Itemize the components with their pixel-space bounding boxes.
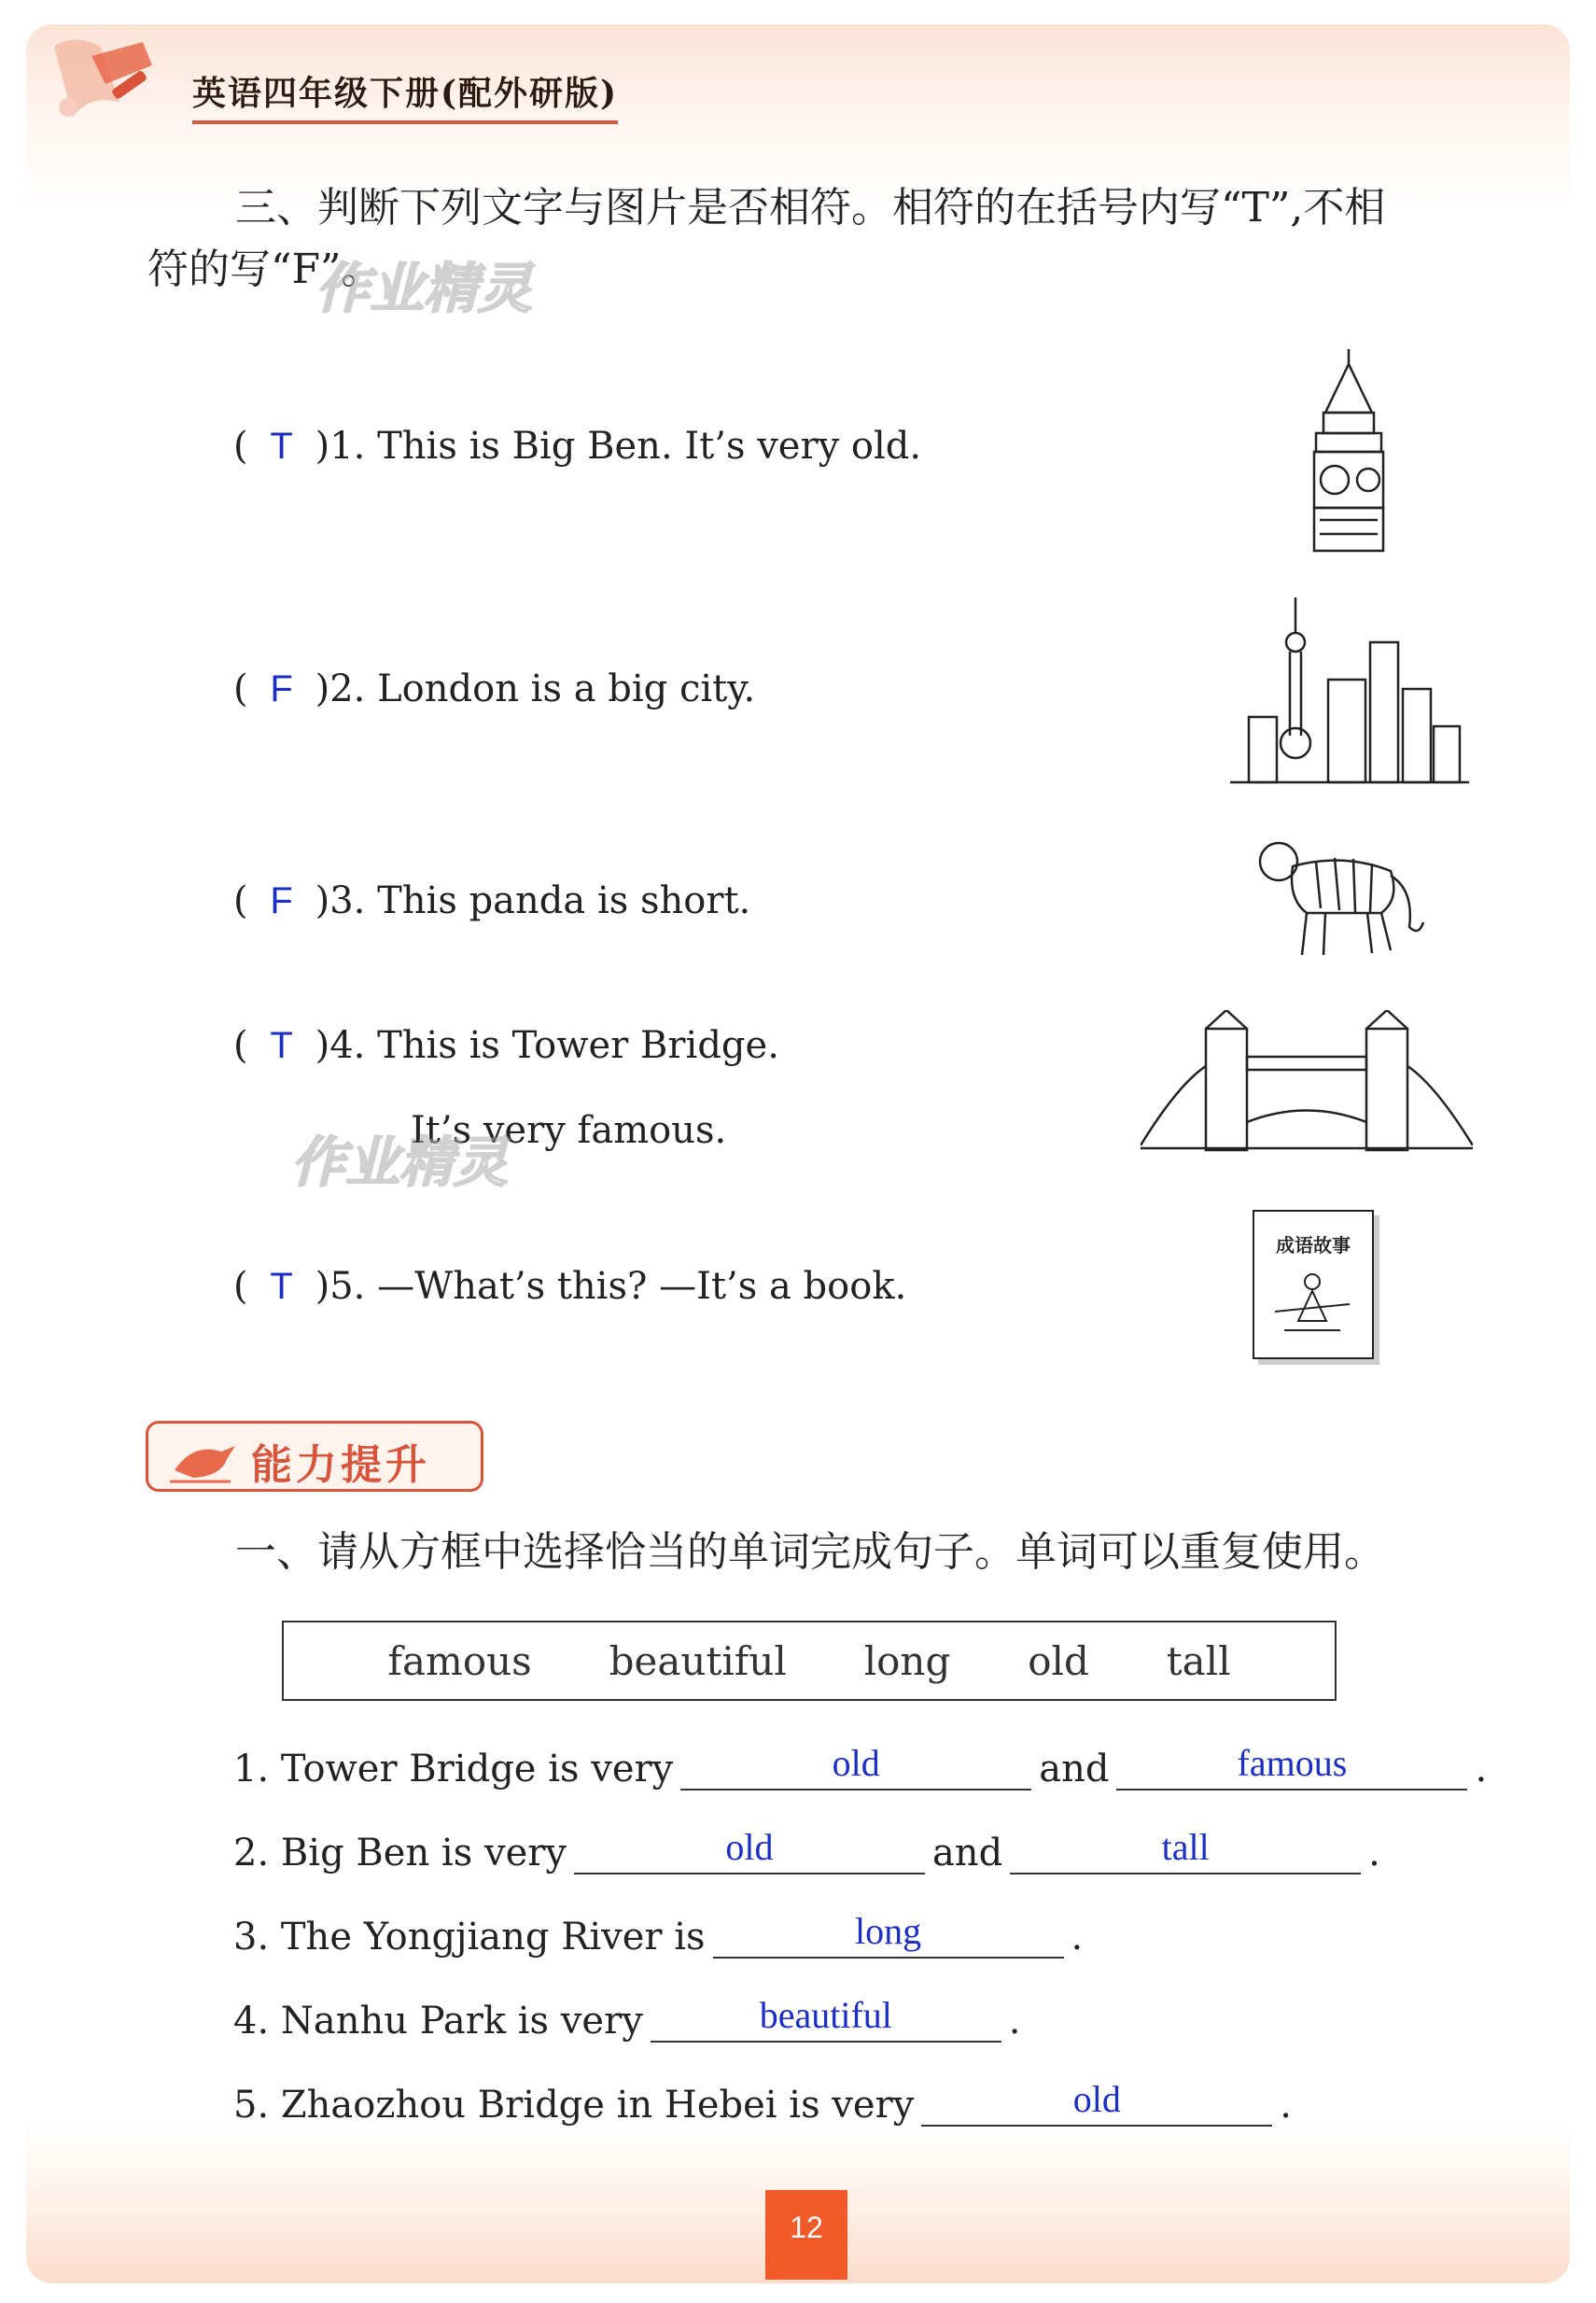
watermark: 作业精灵 xyxy=(315,257,533,320)
blank-2a[interactable] xyxy=(574,1820,925,1875)
word-option: famous xyxy=(387,1637,532,1684)
question-2-text: )2. London is a big city. xyxy=(315,667,756,710)
sentence-5 xyxy=(233,2072,1292,2127)
blank-2a-answer: old xyxy=(725,1826,774,1868)
answer-5: T xyxy=(270,1266,293,1307)
blank-4[interactable] xyxy=(651,1988,1001,2043)
question-4-line2: It’s very famous. xyxy=(411,1109,727,1152)
answer-4: T xyxy=(270,1025,293,1066)
city-skyline-icon xyxy=(1230,596,1469,787)
book-cover-title: 成语故事 xyxy=(1276,1234,1351,1257)
open-paren: ( xyxy=(233,667,248,710)
sentence-3-end: . xyxy=(1071,1916,1084,1959)
book-illustration-icon xyxy=(1266,1265,1359,1340)
blank-2b[interactable] xyxy=(1010,1820,1361,1875)
blank-1a-answer: old xyxy=(832,1742,880,1784)
question-4-text: )4. This is Tower Bridge. xyxy=(315,1024,779,1067)
bird-icon xyxy=(165,1433,240,1485)
question-1 xyxy=(233,425,921,468)
open-paren: ( xyxy=(233,1024,248,1067)
blank-4-answer: beautiful xyxy=(759,1994,892,2036)
sentence-2-mid: and xyxy=(931,1832,1003,1875)
page-number: 12 xyxy=(765,2190,847,2280)
question-5-text: )5. —What’s this? —It’s a book. xyxy=(315,1265,907,1308)
answer-3: F xyxy=(270,880,293,921)
question-2 xyxy=(233,667,755,710)
open-paren: ( xyxy=(233,425,248,468)
sentence-1-mid: and xyxy=(1039,1748,1110,1790)
big-ben-icon xyxy=(1297,347,1400,555)
word-option: tall xyxy=(1166,1637,1231,1684)
question-1-text: )1. This is Big Ben. It’s very old. xyxy=(315,425,922,468)
question-5 xyxy=(233,1265,906,1308)
word-option: beautiful xyxy=(609,1637,787,1684)
book-icon xyxy=(1253,1210,1374,1359)
section3-instruction-line2: 符的写“F”。 xyxy=(147,246,383,293)
ability-badge xyxy=(146,1421,483,1492)
sentence-2 xyxy=(233,1820,1380,1875)
sentence-2-pre: 2. Big Ben is very xyxy=(233,1832,567,1875)
blank-1b-answer: famous xyxy=(1237,1742,1348,1784)
blank-2b-answer: tall xyxy=(1161,1826,1210,1868)
sentence-5-end: . xyxy=(1280,2084,1293,2127)
sentence-3 xyxy=(233,1904,1083,1959)
ability-instruction: 一、请从方框中选择恰当的单词完成句子。单词可以重复使用。 xyxy=(235,1528,1385,1576)
sentence-5-pre: 5. Zhaozhou Bridge in Hebei is very xyxy=(233,2084,915,2127)
open-paren: ( xyxy=(233,879,248,922)
sentence-3-pre: 3. The Yongjiang River is xyxy=(233,1916,706,1959)
tiger-icon xyxy=(1251,834,1428,964)
sentence-4-end: . xyxy=(1008,2000,1021,2043)
sentence-1-end: . xyxy=(1475,1748,1488,1790)
blank-1a[interactable] xyxy=(680,1736,1031,1790)
answer-2: F xyxy=(270,668,293,709)
answer-1: T xyxy=(270,426,293,467)
sentence-4 xyxy=(233,1988,1021,2043)
blank-5[interactable] xyxy=(921,2072,1272,2127)
sentence-4-pre: 4. Nanhu Park is very xyxy=(233,2000,643,2043)
question-4 xyxy=(233,1024,779,1067)
tower-bridge-icon xyxy=(1141,1010,1473,1158)
question-3 xyxy=(233,879,750,922)
sentence-2-end: . xyxy=(1368,1832,1380,1875)
header-title: 英语四年级下册(配外研版) xyxy=(192,67,618,124)
badge-label: 能力提升 xyxy=(251,1441,430,1489)
sentence-1 xyxy=(233,1736,1487,1790)
open-paren: ( xyxy=(233,1265,248,1308)
word-option: old xyxy=(1028,1637,1089,1684)
header-decoration-icon xyxy=(35,28,175,140)
blank-3[interactable] xyxy=(713,1904,1064,1959)
watermark-2: 作业精灵 xyxy=(291,1130,509,1194)
blank-1b[interactable] xyxy=(1116,1736,1467,1790)
blank-5-answer: old xyxy=(1072,2078,1121,2120)
blank-3-answer: long xyxy=(854,1910,922,1952)
word-box xyxy=(282,1621,1337,1701)
word-option: long xyxy=(863,1637,951,1684)
sentence-1-pre: 1. Tower Bridge is very xyxy=(233,1748,674,1790)
question-3-text: )3. This panda is short. xyxy=(315,879,751,922)
section3-instruction-line1: 三、判断下列文字与图片是否相符。相符的在括号内写“T”,不相 xyxy=(235,184,1386,232)
